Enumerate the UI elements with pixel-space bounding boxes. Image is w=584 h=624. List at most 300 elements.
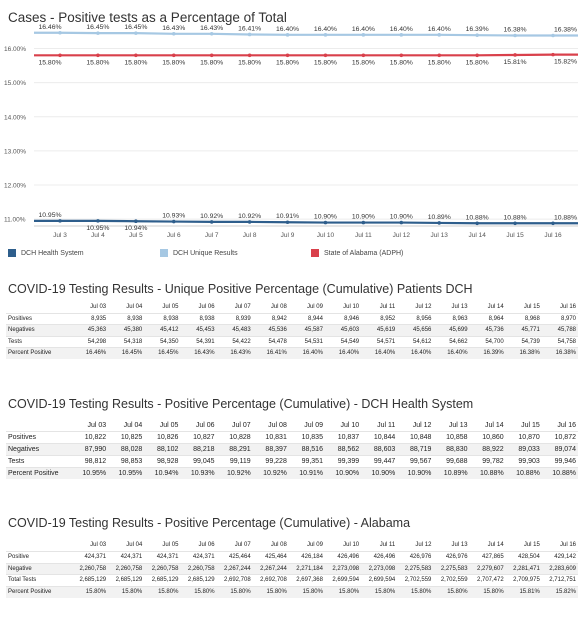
- table-title-unique-dch: COVID-19 Testing Results - Unique Positive Percentage (Cumulative) Patients DCH: [8, 282, 473, 296]
- table-cell: 10.91%: [289, 468, 325, 480]
- header-cell: Jul 07: [234, 304, 251, 310]
- table-cell: 88,028: [108, 444, 144, 456]
- table-cell: 54,478: [253, 336, 289, 348]
- data-label: 15.80%: [389, 59, 413, 67]
- table-cell: 54,350: [144, 336, 180, 348]
- data-label: 10.95%: [38, 211, 62, 219]
- data-label: 10.90%: [389, 213, 413, 221]
- data-label: 15.82%: [553, 58, 577, 66]
- legend-swatch: [311, 249, 319, 257]
- table-cell: 54,549: [325, 336, 361, 348]
- data-point: [286, 220, 290, 224]
- table-cell: 424,371: [72, 551, 108, 563]
- header-cell: Jul 15: [523, 542, 540, 548]
- legend-label: DCH Health System: [21, 249, 84, 257]
- data-point: [248, 33, 252, 37]
- data-label: 10.88%: [553, 214, 577, 222]
- table-cell: 15.80%: [144, 587, 180, 598]
- data-point: [172, 54, 176, 58]
- header-cell: Jul 13: [451, 304, 468, 310]
- table-cell: 2,707,472: [470, 575, 506, 587]
- x-tick-label: Jul 6: [166, 232, 181, 239]
- table-cell: 98,812: [72, 456, 108, 468]
- table-cell: 426,184: [289, 551, 325, 563]
- series-1: [34, 24, 578, 38]
- table-cell: 2,260,758: [108, 563, 144, 575]
- x-tick-label: Jul 16: [544, 232, 562, 239]
- table-cell: 99,045: [180, 456, 216, 468]
- data-point: [58, 31, 62, 35]
- data-label: 15.80%: [351, 59, 375, 67]
- table-cell: 10,822: [72, 432, 108, 444]
- table-cell: 2,702,559: [433, 575, 469, 587]
- table-cell: 10,827: [180, 432, 216, 444]
- table-cell: 8,942: [253, 313, 289, 325]
- table-title-dch-health-system: COVID-19 Testing Results - Positive Percentage (Cumulative) - DCH Health System: [8, 397, 474, 411]
- data-point: [210, 220, 214, 224]
- data-point: [362, 221, 366, 225]
- table-unique-dch: [6, 302, 578, 359]
- table-cell: 45,380: [108, 325, 144, 337]
- data-label: 15.80%: [38, 59, 62, 67]
- row-label: Negatives: [6, 444, 72, 456]
- table-cell: 10.95%: [72, 468, 108, 480]
- data-point: [437, 221, 441, 225]
- table-cell: 426,976: [433, 551, 469, 563]
- data-point: [210, 54, 214, 58]
- header-cell: Jul 13: [451, 542, 468, 548]
- table-cell: 10,825: [108, 432, 144, 444]
- table-cell: 427,865: [470, 551, 506, 563]
- header-cell: Jul 11: [379, 304, 396, 310]
- table-cell: 54,612: [397, 336, 433, 348]
- data-label: 10.94%: [124, 225, 148, 233]
- table-cell: 45,453: [180, 325, 216, 337]
- data-point: [172, 32, 176, 36]
- table-cell: 99,447: [361, 456, 397, 468]
- data-label: 10.92%: [238, 212, 262, 220]
- data-label: 16.40%: [313, 25, 337, 33]
- chart-title: Cases - Positive tests as a Percentage of Total: [8, 10, 287, 25]
- table-cell: 45,587: [289, 325, 325, 337]
- table-cell: 99,782: [470, 456, 506, 468]
- table-cell: 15.80%: [470, 587, 506, 598]
- data-point: [475, 221, 479, 225]
- data-point: [324, 33, 328, 37]
- y-tick-label: 13.00%: [4, 148, 27, 156]
- table-cell: 99,688: [433, 456, 469, 468]
- table-row: [6, 575, 578, 587]
- table-cell: 2,709,975: [506, 575, 542, 587]
- data-point: [400, 54, 404, 58]
- table-cell: 10,872: [542, 432, 578, 444]
- table-cell: 87,990: [72, 444, 108, 456]
- table-cell: 16.45%: [144, 348, 180, 359]
- table-cell: 8,956: [397, 313, 433, 325]
- x-tick-label: Jul 9: [280, 232, 295, 239]
- table-cell: 16.43%: [180, 348, 216, 359]
- table-row: [6, 563, 578, 575]
- table-row: [6, 348, 578, 359]
- data-label: 16.40%: [389, 25, 413, 33]
- data-label: 10.88%: [465, 214, 489, 222]
- data-label: 15.80%: [313, 59, 337, 67]
- series-2: [34, 53, 578, 66]
- x-tick-label: Jul 12: [392, 232, 410, 239]
- header-cell: Jul 07: [234, 542, 251, 548]
- header-cell: Jul 05: [162, 542, 179, 548]
- table-cell: 2,699,594: [325, 575, 361, 587]
- table-cell: 16.40%: [433, 348, 469, 359]
- header-cell: Jul 10: [340, 422, 360, 429]
- table-cell: 88,102: [144, 444, 180, 456]
- table-cell: 8,938: [180, 313, 216, 325]
- data-label: 16.45%: [124, 24, 148, 32]
- data-label: 15.80%: [427, 59, 451, 67]
- data-point: [96, 54, 100, 58]
- table-cell: 16.38%: [506, 348, 542, 359]
- table-cell: 424,371: [108, 551, 144, 563]
- data-point: [475, 54, 479, 58]
- table-cell: 8,939: [217, 313, 253, 325]
- table-cell: 45,536: [253, 325, 289, 337]
- table-cell: 10,828: [217, 432, 253, 444]
- table-cell: 45,412: [144, 325, 180, 337]
- data-label: 15.80%: [238, 59, 262, 67]
- table-cell: 16.40%: [361, 348, 397, 359]
- header-cell: Jul 12: [412, 422, 432, 429]
- table-cell: 99,903: [506, 456, 542, 468]
- table-cell: 2,712,751: [542, 575, 578, 587]
- row-label: Percent Positive: [6, 587, 72, 598]
- data-label: 16.40%: [276, 25, 300, 33]
- table-cell: 15.80%: [217, 587, 253, 598]
- table-cell: 15.82%: [542, 587, 578, 598]
- legend-label: State of Alabama (ADPH): [324, 249, 404, 257]
- table-cell: 10.88%: [542, 468, 578, 480]
- data-label: 15.80%: [86, 59, 110, 67]
- table-cell: 10.88%: [470, 468, 506, 480]
- series-line: [34, 221, 578, 223]
- table-cell: 99,567: [397, 456, 433, 468]
- row-label: Negatives: [6, 325, 72, 337]
- table-cell: 54,298: [72, 336, 108, 348]
- table-cell: 54,571: [361, 336, 397, 348]
- table-cell: 2,275,583: [397, 563, 433, 575]
- row-label: Positive: [6, 551, 72, 563]
- table-cell: 88,291: [217, 444, 253, 456]
- data-point: [513, 221, 517, 225]
- table-cell: 45,603: [325, 325, 361, 337]
- table-cell: 2,685,129: [144, 575, 180, 587]
- x-tick-label: Jul 13: [430, 232, 448, 239]
- data-point: [324, 221, 328, 225]
- table-cell: 16.39%: [470, 348, 506, 359]
- table-cell: 2,283,609: [542, 563, 578, 575]
- header-cell: Jul 16: [559, 542, 576, 548]
- header-cell: Jul 11: [379, 542, 396, 548]
- table-cell: 10,826: [144, 432, 180, 444]
- table-cell: 45,656: [397, 325, 433, 337]
- table-cell: 8,935: [72, 313, 108, 325]
- table-cell: 429,142: [542, 551, 578, 563]
- header-cell: Jul 16: [557, 422, 576, 429]
- table-cell: 428,504: [506, 551, 542, 563]
- data-point: [400, 33, 404, 37]
- header-cell: Jul 04: [123, 422, 143, 429]
- data-point: [400, 221, 404, 225]
- data-point: [248, 54, 252, 58]
- table-cell: 88,562: [325, 444, 361, 456]
- table-cell: 10.92%: [217, 468, 253, 480]
- data-point: [513, 34, 517, 38]
- table-cell: 2,267,244: [217, 563, 253, 575]
- table-cell: 54,422: [217, 336, 253, 348]
- table-row: [6, 551, 578, 563]
- x-tick-label: Jul 5: [128, 232, 143, 239]
- table-cell: 99,228: [253, 456, 289, 468]
- data-label: 16.46%: [38, 23, 62, 31]
- table-cell: 54,739: [506, 336, 542, 348]
- table-dch-health-system: [6, 420, 578, 479]
- table-cell: 10,844: [361, 432, 397, 444]
- table-cell: 88,830: [433, 444, 469, 456]
- header-cell: Jul 15: [521, 422, 540, 429]
- x-tick-label: Jul 10: [316, 232, 335, 239]
- table-cell: 98,853: [108, 456, 144, 468]
- table-cell: 10,848: [397, 432, 433, 444]
- legend-item-dch-unique-results: [160, 249, 238, 257]
- table-cell: 10.95%: [108, 468, 144, 480]
- data-point: [513, 53, 517, 57]
- table-cell: 2,685,129: [72, 575, 108, 587]
- table-cell: 10.94%: [144, 468, 180, 480]
- table-cell: 10.90%: [325, 468, 361, 480]
- x-tick-label: Jul 4: [91, 232, 105, 239]
- table-cell: 16.38%: [542, 348, 578, 359]
- row-label: Negative: [6, 563, 72, 575]
- table-cell: 15.80%: [325, 587, 361, 598]
- table-cell: 16.40%: [325, 348, 361, 359]
- table-cell: 424,371: [144, 551, 180, 563]
- table-cell: 15.80%: [433, 587, 469, 598]
- y-tick-label: 12.00%: [4, 182, 27, 190]
- data-label: 10.90%: [351, 213, 375, 221]
- data-point: [248, 220, 252, 224]
- table-cell: 99,399: [325, 456, 361, 468]
- header-cell: Jul 10: [343, 304, 360, 310]
- table-cell: 15.81%: [506, 587, 542, 598]
- table-row: [6, 325, 578, 337]
- data-point: [286, 33, 290, 37]
- legend-swatch: [8, 249, 16, 257]
- header-cell: Jul 06: [195, 422, 215, 429]
- table-cell: 10.90%: [361, 468, 397, 480]
- table-cell: 45,736: [470, 325, 506, 337]
- data-point: [210, 32, 214, 36]
- header-cell: Jul 14: [485, 422, 504, 429]
- table-cell: 89,033: [506, 444, 542, 456]
- table-cell: 2,275,583: [433, 563, 469, 575]
- y-tick-label: 15.00%: [4, 80, 27, 88]
- table-title-alabama: COVID-19 Testing Results - Positive Percentage (Cumulative) - Alabama: [8, 516, 411, 530]
- row-label: Total Tests: [6, 575, 72, 587]
- header-cell: Jul 08: [270, 304, 287, 310]
- data-point: [134, 219, 138, 223]
- line-chart: [0, 23, 584, 246]
- data-point: [551, 34, 555, 38]
- table-cell: 2,281,471: [506, 563, 542, 575]
- data-point: [324, 54, 328, 58]
- header-cell: Jul 09: [306, 304, 323, 310]
- table-cell: 8,963: [433, 313, 469, 325]
- table-cell: 10,858: [433, 432, 469, 444]
- table-cell: 99,351: [289, 456, 325, 468]
- data-label: 16.45%: [86, 24, 110, 32]
- table-cell: 15.80%: [397, 587, 433, 598]
- header-cell: Jul 11: [377, 422, 396, 429]
- x-tick-label: Jul 11: [354, 232, 372, 239]
- table-cell: 89,074: [542, 444, 578, 456]
- y-tick-label: 14.00%: [4, 114, 27, 122]
- header-cell: Jul 09: [304, 422, 323, 429]
- y-tick-label: 11.00%: [4, 216, 26, 224]
- table-row: [6, 468, 578, 480]
- table-cell: 88,218: [180, 444, 216, 456]
- header-cell: [6, 540, 72, 551]
- header-cell: Jul 04: [126, 542, 143, 548]
- table-cell: 2,702,559: [397, 575, 433, 587]
- table-cell: 54,700: [470, 336, 506, 348]
- table-cell: 45,619: [361, 325, 397, 337]
- data-label: 10.89%: [427, 213, 451, 221]
- data-point: [96, 219, 100, 223]
- table-cell: 8,938: [144, 313, 180, 325]
- x-tick-label: Jul 7: [204, 232, 219, 239]
- data-point: [551, 53, 555, 57]
- table-cell: 16.43%: [217, 348, 253, 359]
- table-cell: 2,279,607: [470, 563, 506, 575]
- table-cell: 10,860: [470, 432, 506, 444]
- table-alabama: [6, 540, 578, 598]
- table-cell: 88,516: [289, 444, 325, 456]
- table-cell: 10.92%: [253, 468, 289, 480]
- header-cell: [6, 420, 72, 432]
- header-cell: Jul 16: [559, 304, 576, 310]
- table-cell: 88,603: [361, 444, 397, 456]
- data-point: [58, 219, 62, 223]
- table-cell: 16.40%: [289, 348, 325, 359]
- header-cell: Jul 10: [343, 542, 360, 548]
- table-cell: 15.80%: [108, 587, 144, 598]
- header-cell: Jul 14: [487, 542, 504, 548]
- header-cell: Jul 03: [87, 422, 107, 429]
- table-cell: 45,788: [542, 325, 578, 337]
- table-cell: 2,260,758: [72, 563, 108, 575]
- header-cell: Jul 06: [198, 542, 215, 548]
- x-tick-label: Jul 14: [468, 232, 486, 239]
- data-label: 16.43%: [200, 24, 224, 32]
- data-label: 15.80%: [276, 59, 300, 67]
- table-row: [6, 313, 578, 325]
- header-cell: Jul 15: [523, 304, 540, 310]
- data-point: [172, 220, 176, 224]
- table-cell: 2,273,098: [325, 563, 361, 575]
- table-cell: 45,483: [217, 325, 253, 337]
- table-cell: 2,692,708: [253, 575, 289, 587]
- table-cell: 99,119: [217, 456, 253, 468]
- table-cell: 8,944: [289, 313, 325, 325]
- data-label: 16.39%: [465, 26, 489, 34]
- data-label: 16.40%: [351, 25, 375, 33]
- table-row: [6, 336, 578, 348]
- data-point: [134, 54, 138, 58]
- x-tick-label: Jul 8: [242, 232, 257, 239]
- table-cell: 88,922: [470, 444, 506, 456]
- table-cell: 10.93%: [180, 468, 216, 480]
- data-label: 16.43%: [162, 24, 186, 32]
- header-cell: Jul 06: [198, 304, 215, 310]
- data-label: 10.88%: [503, 214, 527, 222]
- data-label: 10.91%: [276, 213, 300, 221]
- legend-item-state-of-alabama: [311, 249, 403, 257]
- table-cell: 426,976: [397, 551, 433, 563]
- data-label: 10.92%: [200, 212, 224, 220]
- data-label: 15.80%: [162, 59, 186, 67]
- table-cell: 8,952: [361, 313, 397, 325]
- data-label: 10.90%: [313, 213, 337, 221]
- table-cell: 45,771: [506, 325, 542, 337]
- table-row: [6, 456, 578, 468]
- table-cell: 15.80%: [180, 587, 216, 598]
- row-label: Percent Positive: [6, 348, 72, 359]
- table-cell: 54,318: [108, 336, 144, 348]
- table-cell: 54,531: [289, 336, 325, 348]
- table-cell: 10,870: [506, 432, 542, 444]
- table-cell: 2,267,244: [253, 563, 289, 575]
- row-label: Percent Positive: [6, 468, 72, 480]
- data-label: 15.81%: [503, 58, 527, 66]
- legend-swatch: [160, 249, 168, 257]
- table-cell: 2,271,184: [289, 563, 325, 575]
- row-label: Positives: [6, 432, 72, 444]
- table-header-row: [6, 420, 578, 432]
- data-point: [551, 221, 555, 225]
- table-cell: 424,371: [180, 551, 216, 563]
- table-cell: 16.40%: [397, 348, 433, 359]
- header-cell: Jul 05: [162, 304, 179, 310]
- data-point: [134, 31, 138, 35]
- series-line: [34, 33, 578, 36]
- data-point: [437, 54, 441, 58]
- data-label: 16.38%: [503, 26, 527, 34]
- data-label: 16.40%: [427, 25, 451, 33]
- data-label: 15.80%: [124, 59, 148, 67]
- x-tick-label: Jul 15: [506, 232, 524, 239]
- row-label: Tests: [6, 336, 72, 348]
- table-cell: 15.80%: [289, 587, 325, 598]
- table-cell: 8,938: [108, 313, 144, 325]
- row-label: Tests: [6, 456, 72, 468]
- table-cell: 10.90%: [397, 468, 433, 480]
- table-cell: 10,837: [325, 432, 361, 444]
- header-cell: Jul 03: [90, 542, 107, 548]
- data-label: 15.80%: [465, 59, 489, 67]
- header-cell: Jul 07: [232, 422, 251, 429]
- data-label: 10.93%: [162, 212, 186, 220]
- y-tick-label: 16.00%: [4, 45, 27, 53]
- data-point: [58, 54, 62, 58]
